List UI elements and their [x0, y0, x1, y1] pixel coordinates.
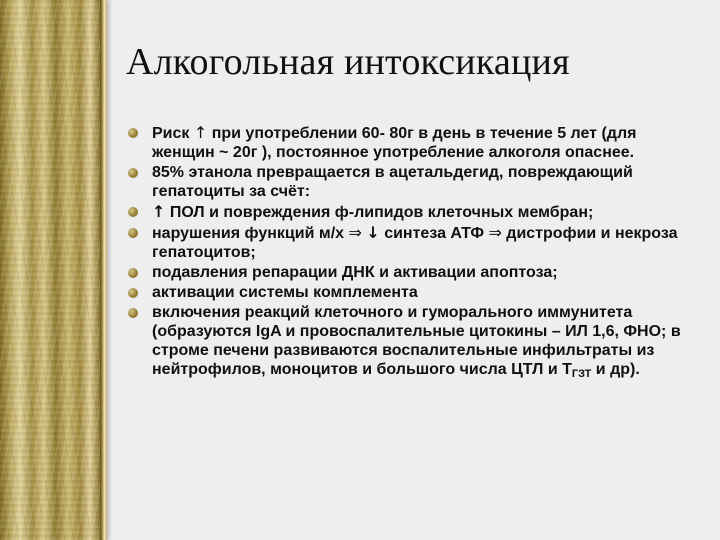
subscript-text: ГЗТ: [571, 368, 592, 380]
item-text: Риск: [152, 125, 194, 142]
item-text: активации системы комплемента: [152, 284, 418, 301]
item-text: 85% этанола превращается в ацетальдегид, повреждающий гепатоциты за счёт:: [152, 164, 633, 200]
bullet-list: [126, 123, 696, 380]
list-item-risk: [126, 123, 696, 162]
up-arrow-icon: ↑: [152, 202, 166, 221]
item-text: включения реакций клеточного и гуморального иммунитета (образуются IgA и провоспалительные цитокины – ИЛ 1,6, ФНО; в строме печени развиваются воспалительные инфильтраты из нейтрофилов, моноцитов и большого числа ЦТЛ и Т: [152, 304, 681, 378]
item-text: подавления репарации ДНК и активации апоптоза;: [152, 264, 558, 281]
item-text: и др).: [591, 361, 640, 378]
list-item-complement: [126, 283, 696, 302]
gold-round-bullet-icon: [128, 128, 138, 138]
list-item-mitochondria: [126, 223, 696, 262]
gold-round-bullet-icon: [128, 308, 138, 318]
list-item-immunity: [126, 303, 696, 379]
decorative-bar-edge: [100, 0, 107, 540]
gold-round-bullet-icon: [128, 228, 138, 238]
down-arrow-icon: ↓: [366, 223, 380, 242]
item-text: дистрофии и некроза гепатоцитов;: [152, 225, 678, 261]
gold-round-bullet-icon: [128, 168, 138, 178]
double-right-arrow-icon: ⇒: [488, 223, 502, 242]
list-item-dna-repair: [126, 263, 696, 282]
slide-title: Алкогольная интоксикация: [126, 41, 570, 83]
item-text: при употреблении 60- 80г в день в течение 5 лет (для женщин ~ 20г ), постоянное употребление алкоголя опаснее.: [152, 125, 637, 161]
list-item-lipid-peroxidation: [126, 202, 696, 222]
item-text: нарушения функций м/х: [152, 225, 349, 242]
list-item-ethanol: [126, 163, 696, 201]
double-right-arrow-icon: ⇒: [348, 223, 362, 242]
decorative-gold-bar: [0, 0, 100, 540]
gold-round-bullet-icon: [128, 288, 138, 298]
gold-round-bullet-icon: [128, 207, 138, 217]
item-text: синтеза АТФ: [379, 225, 489, 242]
gold-round-bullet-icon: [128, 268, 138, 278]
up-arrow-icon: ↑: [193, 123, 208, 142]
item-text: ПОЛ и повреждения ф-липидов клеточных мембран;: [165, 204, 594, 221]
